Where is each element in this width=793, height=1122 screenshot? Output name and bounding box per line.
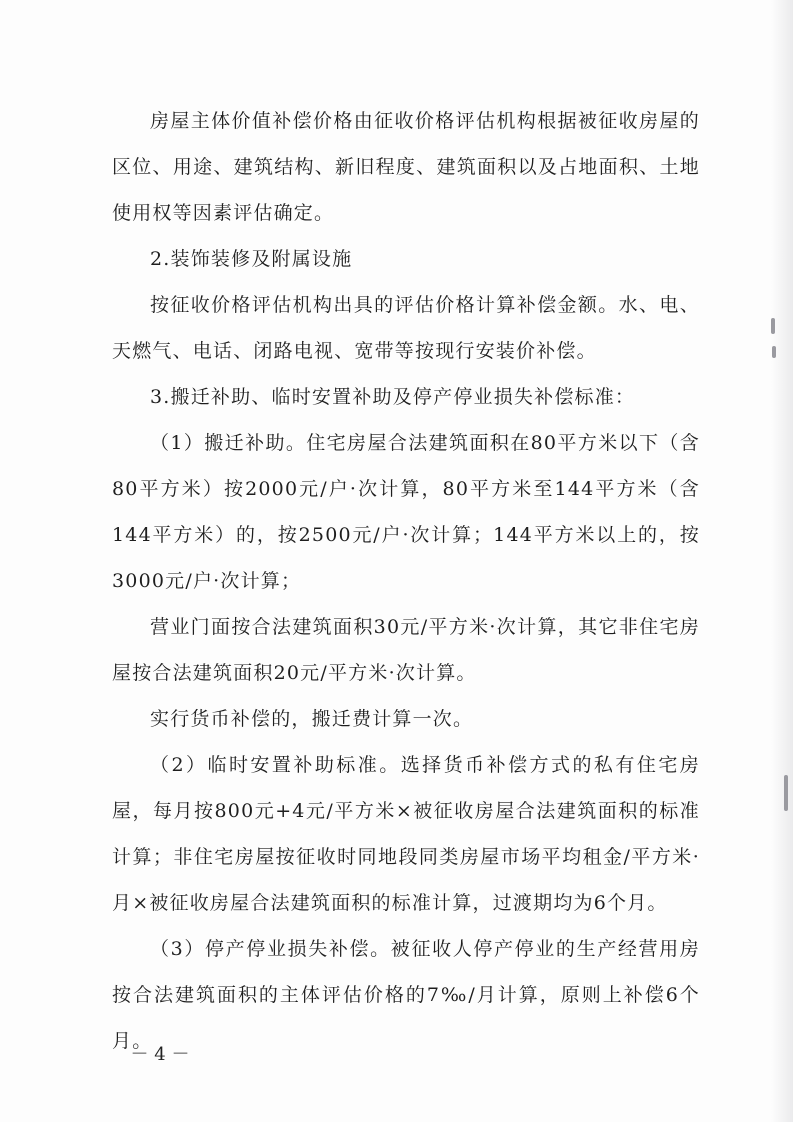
scan-edge-mark xyxy=(784,775,788,811)
scan-edge-shadow xyxy=(771,0,793,1122)
paragraph: 房屋主体价值补偿价格由征收价格评估机构根据被征收房屋的区位、用途、建筑结构、新旧程度、建筑面积以及占地面积、土地使用权等因素评估确定。 xyxy=(112,110,700,224)
section-heading: 2.装饰装修及附属设施 xyxy=(150,248,353,270)
page-number: － 4 － xyxy=(130,1044,190,1065)
paragraph: 按征收价格评估机构出具的评估价格计算补偿金额。水、电、天燃气、电话、闭路电视、宽带等按现行安装价补偿。 xyxy=(112,294,700,362)
paragraph: （1）搬迁补助。住宅房屋合法建筑面积在80平方米以下（含80平方米）按2000元/户·次计算，80平方米至144平方米（含144平方米）的，按2500元/户·次计算；144平方米以上的，按3000元/户·次计算； xyxy=(112,432,700,592)
paragraph: （3）停产停业损失补偿。被征收人停产停业的生产经营用房按合法建筑面积的主体评估价格的7‰/月计算，原则上补偿6个月。 xyxy=(112,938,700,1052)
paragraph: 营业门面按合法建筑面积30元/平方米·次计算，其它非住宅房屋按合法建筑面积20元/平方米·次计算。 xyxy=(112,616,700,684)
paragraph: （2）临时安置补助标准。选择货币补偿方式的私有住宅房屋，每月按800元+4元/平方米×被征收房屋合法建筑面积的标准计算；非住宅房屋按征收时同地段同类房屋市场平均租金/平方米·月×被征收房屋合法建筑面积的标准计算，过渡期均为6个月。 xyxy=(112,754,700,914)
paragraph: 实行货币补偿的，搬迁费计算一次。 xyxy=(150,708,474,730)
scan-edge-mark xyxy=(772,346,776,358)
section-heading: 3.搬迁补助、临时安置补助及停产停业损失补偿标准： xyxy=(150,386,636,408)
body-text xyxy=(112,98,700,1064)
scan-edge-mark xyxy=(771,318,775,334)
